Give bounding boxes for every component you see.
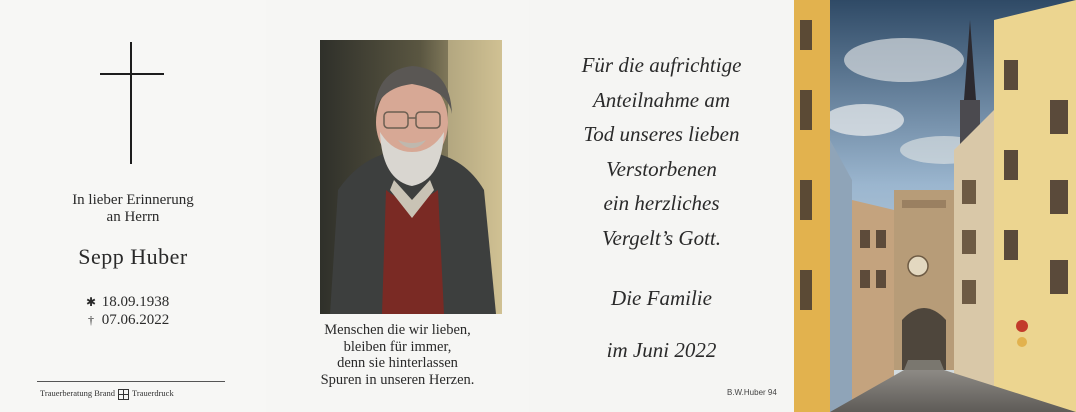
memory-line-1: In lieber Erinnerung (72, 192, 194, 208)
painting-panel (794, 0, 1076, 412)
caption-line-2: bleiben für immer, (343, 338, 452, 355)
footer-divider (37, 381, 225, 382)
portrait-illustration (320, 40, 502, 314)
thanks-line-4: Verstorbenen (606, 156, 717, 181)
imprint-left: Trauerberatung Brand (40, 388, 115, 398)
town-street-painting (794, 0, 1076, 412)
family-signature: Die Familie (611, 286, 712, 310)
thanks-line-3: Tod unseres lieben (583, 122, 740, 146)
caption-line-1: Menschen die wir lieben, (324, 322, 471, 338)
death-row (84, 311, 169, 329)
death-cross-icon: † (88, 313, 94, 327)
memory-line-2: an Herrn (106, 209, 160, 225)
portrait-panel (266, 0, 529, 412)
artist-signature: B.W.Huber 94 (727, 388, 777, 397)
thanks-line-5: ein herzliches (603, 191, 720, 215)
thanks-line-2: Anteilnahme am (592, 87, 731, 112)
thanks-panel (529, 0, 794, 412)
deceased-name: Sepp Huber (78, 244, 188, 269)
thanks-line-6: Vergelt’s Gott. (602, 225, 721, 250)
birth-star-icon: ✱ (85, 295, 97, 309)
birth-date: 18.09.1938 (101, 294, 170, 310)
life-dates (84, 293, 169, 329)
memory-text (0, 192, 266, 226)
card-date: im Juni 2022 (606, 338, 717, 362)
portrait-photo (320, 40, 502, 314)
imprint-right: Trauerdruck (132, 388, 174, 398)
caption-line-3: denn sie hinterlassen (337, 355, 458, 371)
caption-line-4: Spuren in unseren Herzen. (320, 371, 475, 388)
memorial-panel (0, 0, 266, 412)
printer-imprint (40, 388, 174, 400)
thanks-line-1: Für die aufrichtige (581, 53, 742, 77)
printer-logo-icon (118, 389, 129, 400)
birth-row (84, 293, 169, 311)
thanks-text (529, 48, 794, 255)
photo-caption (266, 322, 529, 388)
cross-icon (100, 42, 164, 164)
death-date: 07.06.2022 (101, 312, 170, 328)
